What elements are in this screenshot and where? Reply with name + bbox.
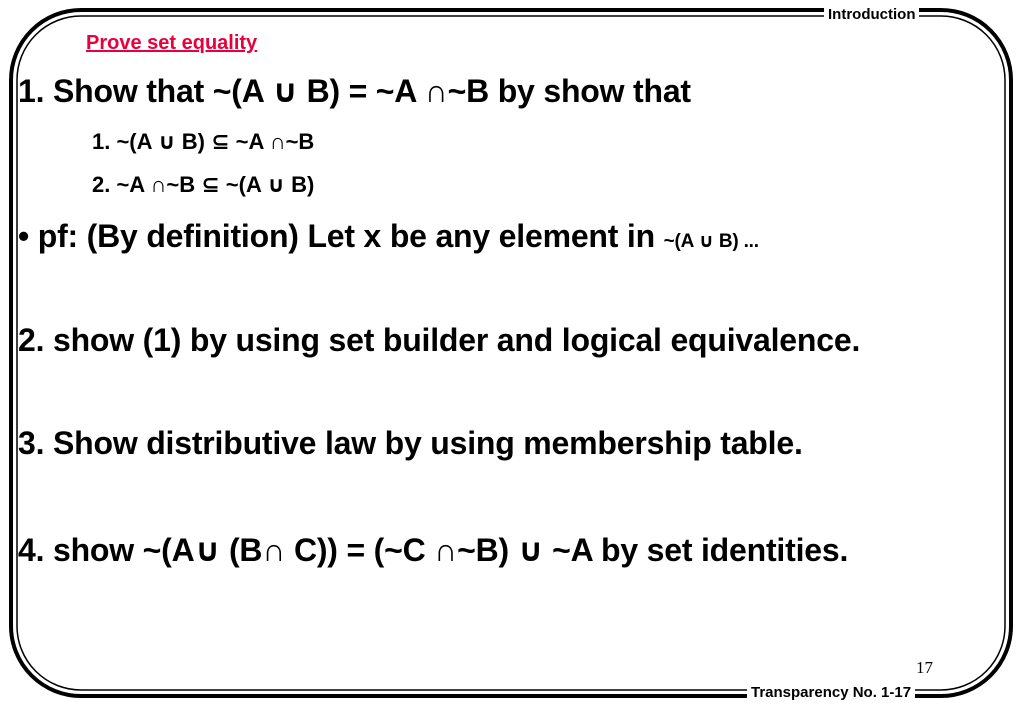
statement-line-4: 4. show ~(A∪ (B∩ C)) = (~C ∩~B) ∪ ~A by set identities. — [18, 532, 849, 568]
sub-item-2 — [70, 172, 314, 198]
bullet-icon: • — [18, 218, 30, 254]
transparency-label: Transparency No. 1-17 — [747, 684, 915, 701]
sub-item-1 — [70, 129, 314, 155]
statement-line-2: 2. show (1) by using set builder and logical equivalence. — [18, 322, 861, 358]
proof-expression: ~(A ∪ B) ... — [663, 231, 759, 252]
page-number: 17 — [916, 658, 933, 677]
proof-bullet — [18, 218, 759, 255]
statement-line-3: 3. Show distributive law by using membership table. — [18, 425, 803, 461]
sub-item-text: 1. ~(A ∪ B) ⊆ ~A ∩~B — [92, 129, 315, 154]
sub-item-text: 2. ~A ∩~B ⊆ ~(A ∪ B) — [92, 172, 315, 197]
chapter-title: Introduction — [824, 6, 919, 23]
proof-text: pf: (By definition) Let x be any element in — [37, 218, 655, 254]
statement-line-1: 1. Show that ~(A ∪ B) = ~A ∩~B by show that — [18, 73, 691, 109]
slide-subtitle: Prove set equality — [86, 32, 258, 54]
